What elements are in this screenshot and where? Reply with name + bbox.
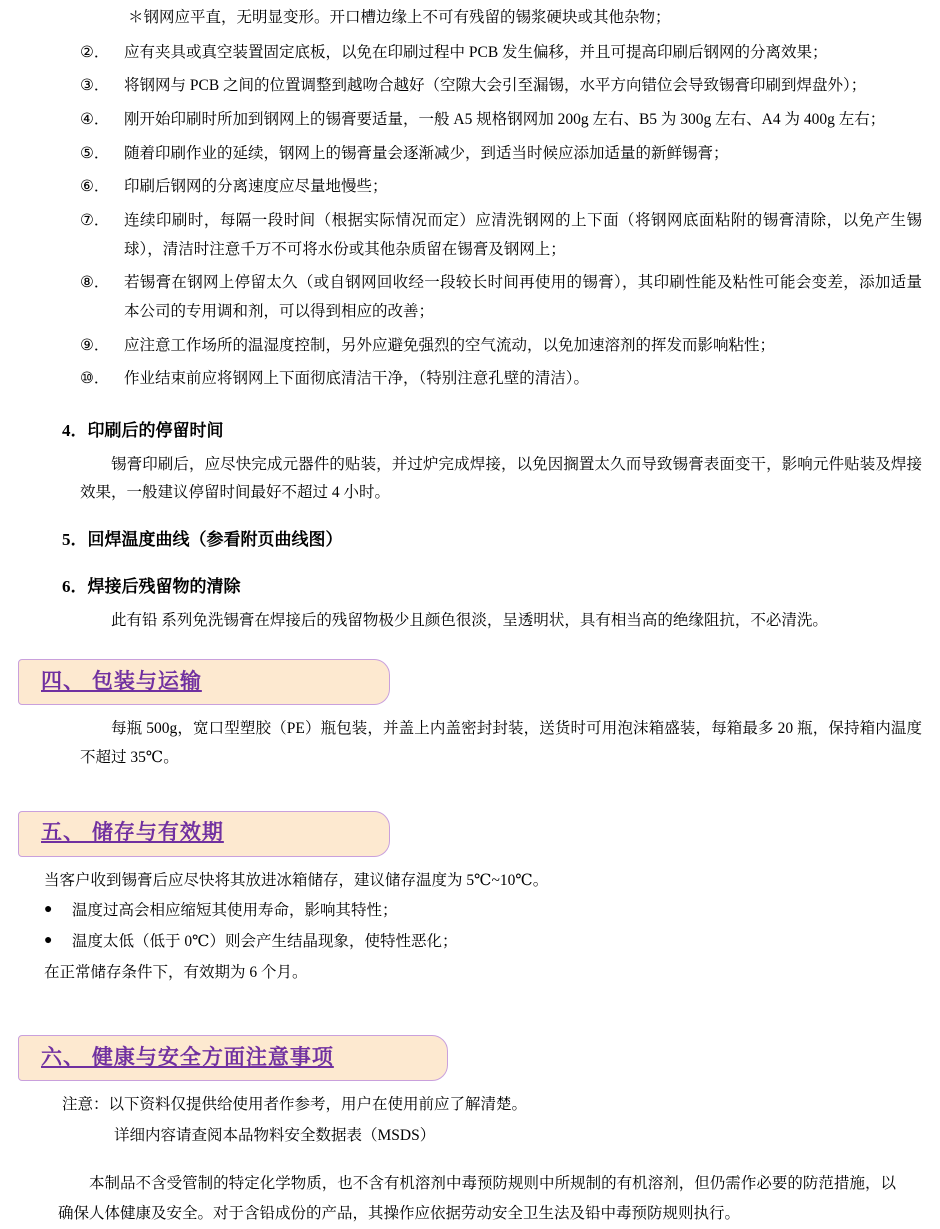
- paragraph-packaging: 每瓶 500g，宽口型塑胶（PE）瓶包装，并盖上内盖密封封装，送货时可用泡沫箱盛装，每箱最多 20 瓶，保持箱内温度不超过 35℃。: [80, 720, 922, 767]
- bullet-icon: ●: [44, 933, 53, 949]
- item-text: 应注意工作场所的温湿度控制，另外应避免强烈的空气流动，以免加速溶剂的挥发而影响粘性；: [124, 336, 776, 354]
- list-item: [18, 207, 922, 264]
- banner-shape: [18, 811, 390, 857]
- banner-shape: [18, 659, 390, 705]
- item-marker: ④．: [80, 111, 110, 129]
- list-item: [18, 173, 922, 202]
- paragraph-msds: 详细内容请查阅本品物料安全数据表（MSDS）: [114, 1127, 436, 1145]
- bullet-text: 温度太低（低于 0℃）则会产生结晶现象，使特性恶化；: [72, 933, 458, 951]
- heading-section-6: 6．焊接后残留物的清除: [62, 577, 241, 597]
- section-banner-storage: [18, 811, 922, 857]
- item-text: 连续印刷时，每隔一段时间（根据实际情况而定）应清洗钢网的上下面（将钢网底面粘附的锡膏清除，以免产生锡球），清洁时注意千万不可将水份或其他杂质留在锡膏及钢网上；: [124, 212, 922, 258]
- item-text: 若锡膏在钢网上停留太久（或自钢网回收经一段较长时间再使用的锡膏），其印刷性能及粘性可能会变差，添加适量本公司的专用调和剂，可以得到相应的改善；: [124, 274, 922, 321]
- list-item: [18, 365, 922, 394]
- bullet-text: 温度过高会相应缩短其使用寿命，影响其特性；: [72, 902, 398, 920]
- item-text: 刚开始印刷时所加到钢网上的锡膏要适量，一般 A5 规格钢网加 200g 左右、B5 为 300g 左右、A4 为 400g 左右；: [124, 111, 886, 129]
- paragraph-storage-intro: 当客户收到锡膏后应尽快将其放进冰箱储存，建议储存温度为 5℃~10℃。: [44, 871, 549, 889]
- item-marker: ⑥．: [80, 178, 110, 196]
- spacer: [18, 777, 922, 787]
- banner-shape: [18, 1035, 448, 1081]
- paragraph-section-6: 此有铅 系列免洗锡膏在焊接后的残留物极少且颜色很淡，呈透明状，具有相当高的绝缘阻抗，不必清洗。: [111, 611, 828, 629]
- item-text: 印刷后钢网的分离速度应尽量地慢些；: [124, 178, 388, 196]
- bullet-icon: ●: [44, 902, 53, 918]
- item-marker: ⑦．: [80, 212, 110, 230]
- heading-section-5: 5．回焊温度曲线（参看附页曲线图）: [62, 529, 343, 549]
- spacer: [18, 989, 922, 1011]
- item-marker: ⑧．: [80, 274, 110, 292]
- numbered-items-list: [18, 39, 922, 399]
- storage-bullet-list: [18, 897, 922, 956]
- item-text: 作业结束前应将钢网上下面彻底清洁干净，（特别注意孔壁的清洁）。: [124, 370, 590, 388]
- item-marker: ③．: [80, 77, 110, 95]
- item-text: 随着印刷作业的延续，钢网上的锡膏量会逐渐减少，到适当时候应添加适量的新鲜锡膏；: [124, 144, 729, 162]
- paragraph-storage-outro: 在正常储存条件下，有效期为 6 个月。: [44, 963, 308, 981]
- item-text: 将钢网与 PCB 之间的位置调整到越吻合越好（空隙大会引至漏锡，水平方向错位会导致锡膏印刷到焊盘外）；: [124, 77, 867, 95]
- item-text: 应有夹具或真空装置固定底板，以免在印刷过程中 PCB 发生偏移，并且可提高印刷后钢网的分离效果；: [124, 43, 828, 61]
- note-line: ＊钢网应平直，无明显变形。开口槽边缘上不可有残留的锡浆硬块或其他杂物；: [128, 9, 671, 26]
- paragraph-footer: 本制品不含受管制的特定化学物质，也不含有机溶剂中毒预防规则中所规制的有机溶剂，但仍需作必要的防范措施，以确保人体健康及安全。对于含铅成份的产品，其操作应依据劳动安全卫生法及铅中毒预防规则执行。: [58, 1174, 896, 1222]
- list-item: [18, 897, 922, 926]
- list-item: [18, 928, 922, 957]
- item-marker: ⑩．: [80, 370, 110, 388]
- heading-section-4: 4．印刷后的停留时间: [62, 421, 224, 441]
- banner-title: 四、 包装与运输: [41, 669, 202, 693]
- paragraph-notice: 注意：以下资料仅提供给使用者作参考，用户在使用前应了解清楚。: [62, 1096, 528, 1114]
- section-banner-packaging: [18, 659, 922, 705]
- list-item: [18, 140, 922, 169]
- list-item: [18, 332, 922, 361]
- item-marker: ②．: [80, 43, 110, 61]
- banner-title: 五、 储存与有效期: [41, 821, 224, 845]
- list-item: [18, 39, 922, 68]
- paragraph-section-4: 锡膏印刷后，应尽快完成元器件的贴装，并过炉完成焊接，以免因搁置太久而导致锡膏表面变干，影响元件贴装及焊接效果，一般建议停留时间最好不超过 4 小时。: [80, 455, 922, 502]
- list-item: [18, 72, 922, 101]
- banner-title: 六、 健康与安全方面注意事项: [41, 1046, 334, 1069]
- list-item: [18, 106, 922, 135]
- section-banner-health-safety: [18, 1035, 922, 1081]
- item-marker: ⑤．: [80, 144, 110, 162]
- item-marker: ⑨．: [80, 336, 110, 354]
- list-item: [18, 269, 922, 326]
